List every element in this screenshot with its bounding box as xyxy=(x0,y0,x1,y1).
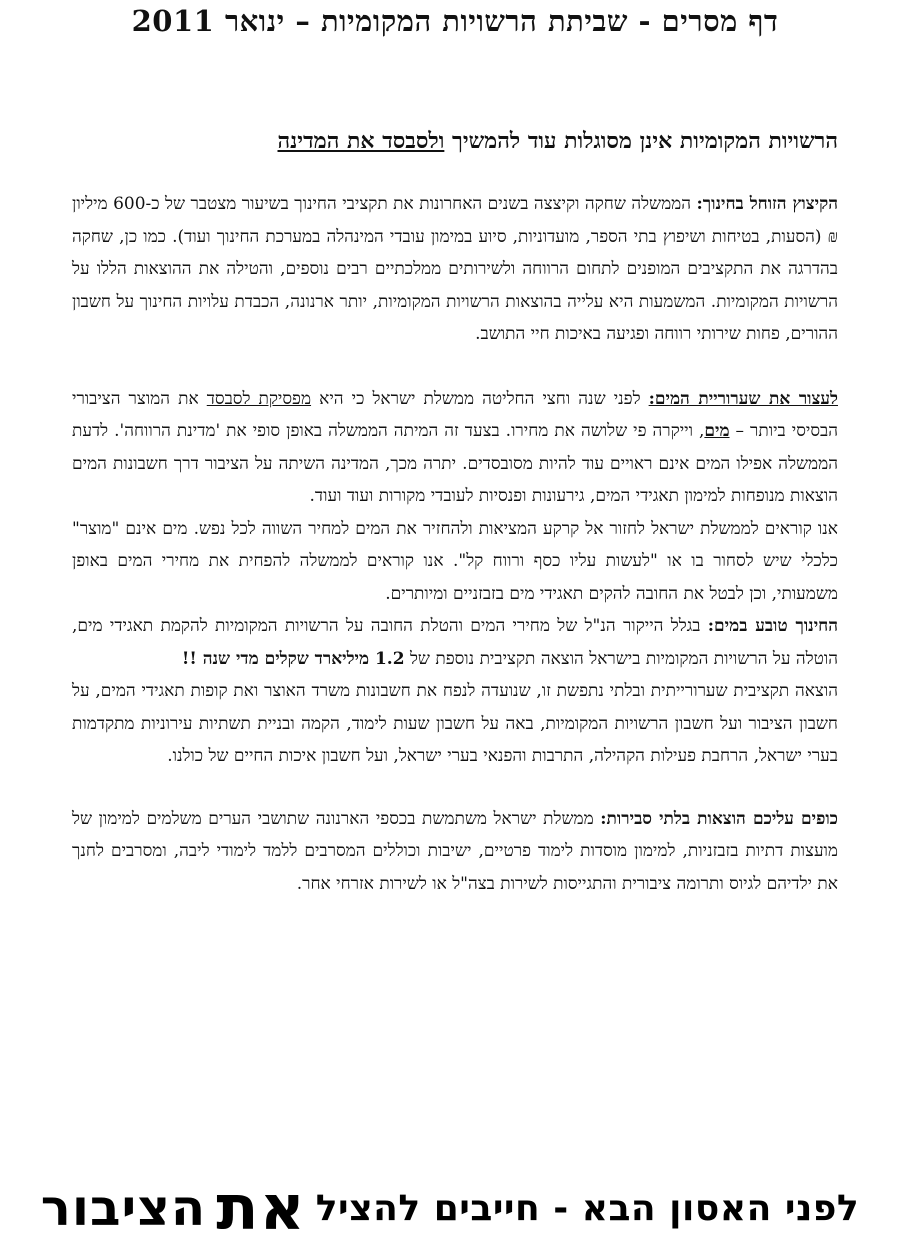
slogan-et: את xyxy=(216,1171,306,1244)
section-drowning-lead: החינוך טובע במים: xyxy=(707,616,839,636)
intro-statement xyxy=(72,126,838,156)
section-drowning-amount: 1.2 מיליארד שקלים מדי שנה !! xyxy=(181,648,405,669)
section-unreasonable-lead: כופים עליכם הוצאות בלתי סבירות: xyxy=(600,808,838,829)
section-education-lead: הקיצוץ הזוחל בחינוך: xyxy=(696,194,838,214)
slogan-banner xyxy=(14,1171,886,1244)
section-unreasonable-body: ממשלת ישראל משתמשת בכספי הארנונה שתושבי הערים משלמים למימון של מועצות דתיות בזבזניות, למימון מוסדות לימוד פרטיים, ישיבות וכוללים המסרבים ללמד לימודי ליבה, ומסרבים לחנך את ילדיהם לגיוס ותרומה ציבורית והתגייסות לשירות בצה"ל או לשירות אזרחי אחר. xyxy=(72,808,838,894)
section-unreasonable xyxy=(72,803,838,901)
section-water-text-c: , וייקרה פי שלושה את מחירו. בצעד זה המיתה הממשלה באופן סופי את 'מדינת הרווחה'. לדעת הממשלה אפילו המים אינם ראויים עוד להיות מסובסדים. יתרה מכך, המדינה השיתה על הציבור דרך חשבונות המים הוצאות מנופחות למימון תאגידי המים, גירעונות ופנסיות לעובדי מקורות ועוד ועוד. xyxy=(72,421,838,506)
section-drowning-body: הוצאה תקציבית שערורייתית ובלתי נתפשת זו, שנועדה לנפח את חשבונות משרד האוצר ואת קופות תאגידי המים, על חשבון הציבור ועל חשבון הרשויות המקומיות, באה על חשבון שעות לימוד, הקמה ובניית תשתיות עירוניות מתקדמות בערי ישראל, הרחבת פעילות הקהילה, התרבות והפנאי בערי ישראל, ועל חשבון איכות החיים של כולנו. xyxy=(72,681,838,766)
section-water-call: אנו קוראים לממשלת ישראל לחזור אל קרקע המציאות ולהחזיר את המים למחיר השווה לכל נפש. מים אינם "מוצר" כלכלי שיש לסחור בו או "לעשות עליו כסף ורווח קל". אנו קוראים לממשלה להפחית את מחירי המים באופן משמעותי, וכן לבטל את החובה להקים תאגידי מים בזבזניים ומיותרים. xyxy=(72,518,838,604)
section-drowning xyxy=(72,610,838,773)
section-water-underline-1: מפסיקת לסבסד xyxy=(206,388,312,409)
slogan-text: לפני האסון הבא - חייבים להציל xyxy=(315,1187,860,1229)
intro-underlined: ולסבסד את המדינה xyxy=(277,128,445,154)
section-water-underline-2: מים xyxy=(704,421,730,441)
page-title: דף מסרים - שביתת הרשויות המקומיות – ינואר 2011 xyxy=(131,4,779,38)
section-water-lead: לעצור את שערוריית המים: xyxy=(648,388,838,409)
section-education-body: הממשלה שחקה וקיצצה בשנים האחרונות את תקציבי החינוך בשיעור מצטבר של כ-600 מיליון ₪ (הסעות, בטיחות ושיפוץ בתי הספר, מועדוניות, סיוע במימון עובדי המינהלה במערכת החינוך ועוד). כמו כן, שחקה בהדרגה את התקציבים המופנים לתחום הרווחה ולשירותים ממלכתיים רבים נוספים, והטילה את ההוצאות הללו על הרשויות המקומיות. המשמעות היא עלייה בהוצאות הרשויות המקומיות, יותר ארנונה, הכבדת עלויות החינוך על חשבון ההורים, פחות שירותי רווחה ופגיעה באיכות חיי התושב. xyxy=(72,194,838,344)
section-drowning-text: בגלל הייקור הנ"ל של מחירי המים והטלת החובה על הרשויות המקומיות להקמת תאגידי מים, הוטלה על הרשויות המקומיות בישראל הוצאה תקציבית נוספת של xyxy=(72,616,838,669)
section-education xyxy=(72,188,838,351)
slogan-public: הציבור xyxy=(40,1179,207,1237)
section-water xyxy=(72,383,838,611)
section-water-text-b: את המוצר הציבורי הבסיסי ביותר – xyxy=(72,388,838,441)
section-water-text-a: לפני שנה וחצי החליטה ממשלת ישראל כי היא xyxy=(311,388,649,409)
intro-text: הרשויות המקומיות אינן מסוגלות עוד להמשיך xyxy=(444,128,838,154)
